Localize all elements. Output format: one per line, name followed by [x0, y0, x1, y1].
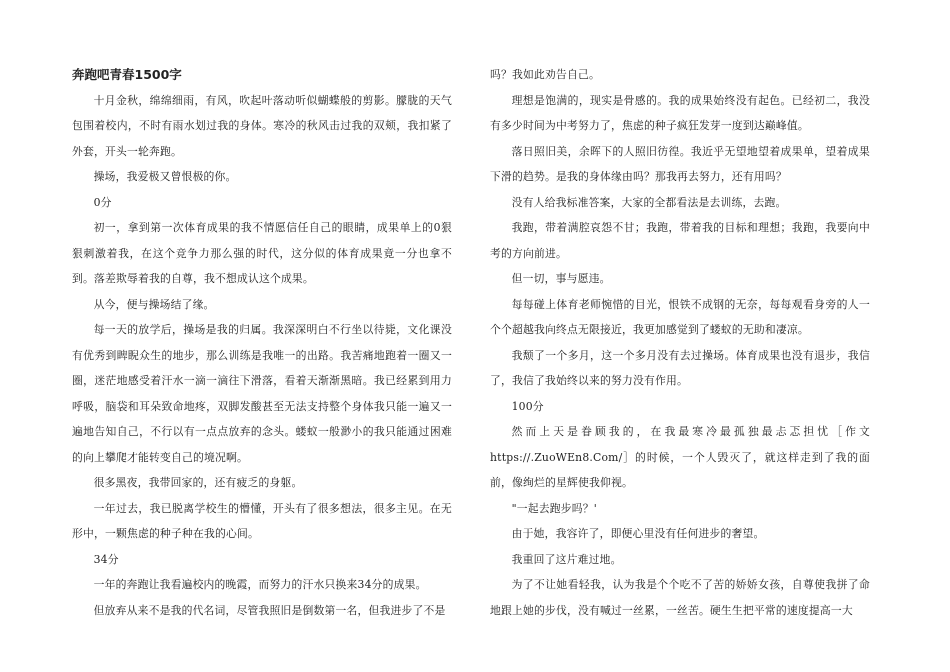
right-paragraphs	[490, 62, 870, 623]
paragraph: 由于她，我容许了，即便心里没有任何进步的奢望。	[511, 527, 765, 540]
paragraph: 一年过去，我已脱离学校生的懵懂，开头有了很多想法，很多主见。在无形中，一颗焦虑的种子种在我的心间。	[72, 501, 452, 540]
paragraph: 十月金秋，绵绵细雨，有风，吹起叶落动听似蝴蝶般的剪影。朦胧的天气包围着校内，不时有雨水划过我的身体。寒冷的秋风击过我的双颊，我扣紧了外套，开头一轮奔跑。	[72, 93, 452, 158]
document-title: 奔跑吧青春1500字	[72, 67, 182, 82]
paragraph: 每一天的放学后，操场是我的归属。我深深明白不行坐以待毙，文化课没有优秀到睥睨众生的地步，那么训练是我唯一的出路。我苦痛地跑着一圈又一圈，迷茫地感受着汗水一滴一滴往下滑落，看着天渐渐黑暗。我已经累到用力呼吸，脑袋和耳朵致命地疼，双脚发酸甚至无法支持整个身体我只能一遍又一遍地告知自己，不行以有一点点放弃的念头。蝼蚁一般渺小的我只能通过困难的向上攀爬才能转变自己的境况啊。	[72, 323, 452, 464]
paragraph: 很多黑夜，我带回家的，还有疲乏的身躯。	[93, 476, 303, 489]
left-paragraphs	[72, 88, 452, 624]
paragraph: 初一，拿到第一次体育成果的我不情愿信任自己的眼睛，成果单上的0狠狠刺激着我，在这个竞争力那么强的时代，这分似的体育成果竟一分也拿不到。落差欺辱着我的自尊，我不想成认这个成果。	[72, 221, 452, 285]
paragraph: 为了不让她看轻我，认为我是个个吃不了苦的娇娇女孩，自尊使我拼了命地跟上她的步伐，没有喊过一丝累，一丝苦。硬生生把平常的速度提高一大	[490, 578, 870, 617]
paragraph: 一年的奔跑让我看遍校内的晚霞，而努力的汗水只换来34分的成果。	[93, 578, 427, 591]
paragraph: 每每碰上体育老师惋惜的目光，恨铁不成钢的无奈，每每观看身旁的人一个个超越我向终点无限接近，我更加感觉到了蝼蚁的无助和凄凉。	[490, 297, 870, 336]
paragraph: 0分	[93, 195, 112, 209]
paragraph: 操场，我爱极又曾恨极的你。	[93, 170, 237, 183]
paragraph: 我颓了一个多月，这一个多月没有去过操场。体育成果也没有退步，我信了，我信了我始终以来的努力没有作用。	[490, 348, 870, 387]
paragraph: 吗？我如此劝告自己。	[490, 68, 600, 81]
paragraph: 但放弃从来不是我的代名词，尽管我照旧是倒数第一名，但我进步了不是	[93, 603, 446, 617]
paragraph: 100分	[511, 399, 544, 413]
paragraph: 没有人给我标准答案，大家的全都看法是去训练，去跑。	[511, 195, 787, 209]
paragraph: 从今，便与操场结了缘。	[93, 297, 215, 311]
paragraph: 理想是饱满的，现实是骨感的。我的成果始终没有起色。已经初二，我没有多少时间为中考努力了，焦虑的种子疯狂发芽一度到达巅峰值。	[490, 93, 870, 132]
paragraph: "一起去跑步吗？'	[511, 501, 597, 515]
paragraph: 落日照旧美，余晖下的人照旧彷徨。我近乎无望地望着成果单，望着成果下滑的趋势。是我的身体缘由吗？那我再去努力，还有用吗？	[490, 144, 870, 183]
paragraph: 然而上天是眷顾我的，在我最寒冷最孤独最忐忑担忧［作文https://.ZuoWEn8.Com/］的时候，一个人毁灭了，就这样走到了我的面前，像绚烂的星辉使我仰视。	[490, 425, 870, 489]
left-column	[72, 62, 452, 623]
paragraph: 但一切，事与愿违。	[511, 272, 611, 285]
paragraph: 我跑，带着满腔哀怨不甘；我跑，带着我的目标和理想；我跑，我要向中考的方向前进。	[490, 221, 870, 260]
paragraph: 我重回了这片难过地。	[511, 552, 622, 566]
right-column	[490, 62, 870, 623]
paragraph: 34分	[93, 552, 119, 566]
